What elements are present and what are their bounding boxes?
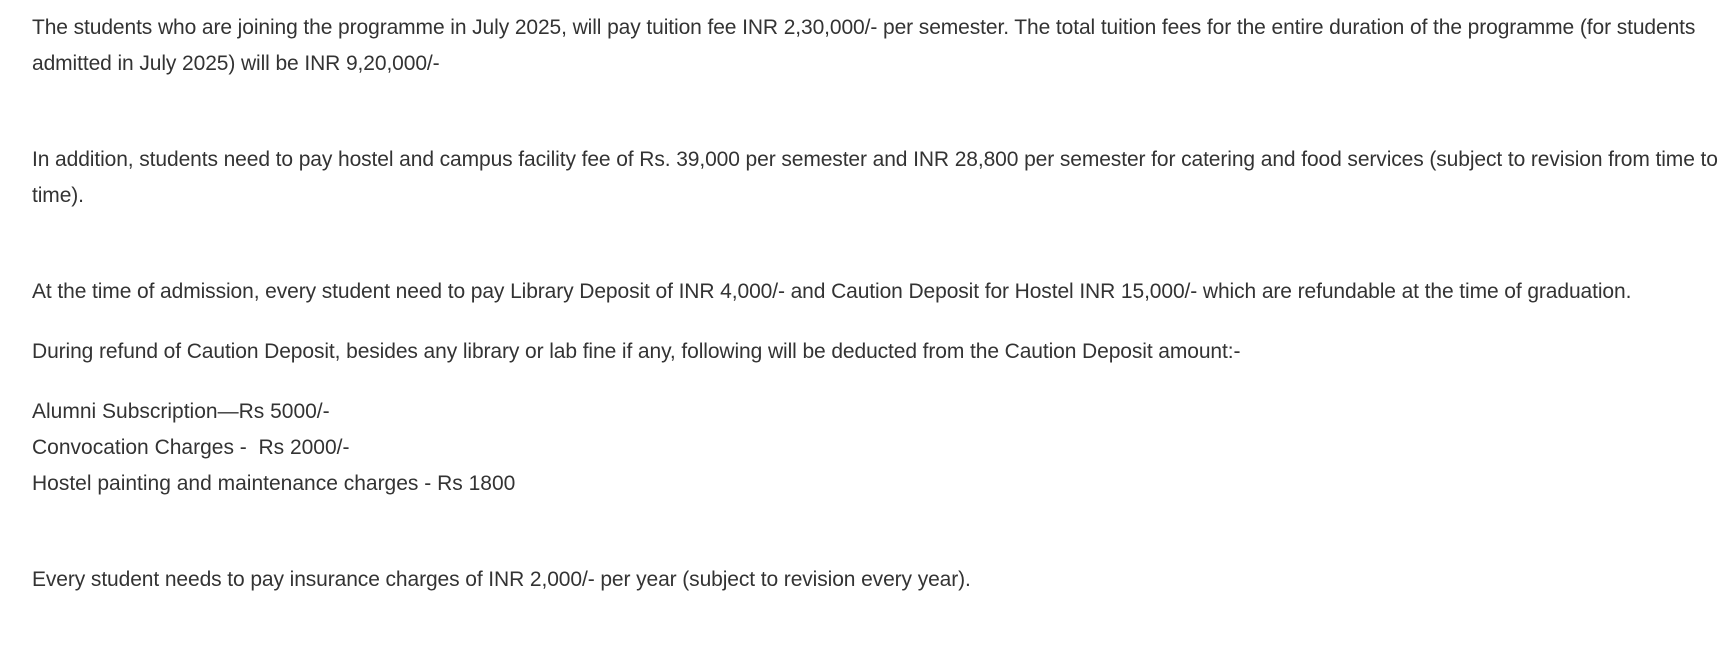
deduction-hostel-maintenance: Hostel painting and maintenance charges - Rs 1800 [32,472,516,495]
deductions-list [32,394,1722,502]
deposits-paragraph: At the time of admission, every student need to pay Library Deposit of INR 4,000/- and Caution Deposit for Hostel INR 15,000/- which are refundable at the time of graduation. [32,280,1632,303]
hostel-food-fee-paragraph: In addition, students need to pay hostel and campus facility fee of Rs. 39,000 per semester and INR 28,800 per semester for catering and food services (subject to revision from time to time). [32,148,1718,207]
tuition-fee-paragraph: The students who are joining the programme in July 2025, will pay tuition fee INR 2,30,000/- per semester. The total tuition fees for the entire duration of the programme (for students admitted in July 2025) will be INR 9,20,000/- [32,16,1696,75]
insurance-paragraph: Every student needs to pay insurance charges of INR 2,000/- per year (subject to revision every year). [32,568,971,591]
deduction-convocation-charges: Convocation Charges - Rs 2000/- [32,436,350,459]
refund-intro-paragraph: During refund of Caution Deposit, besides any library or lab fine if any, following will be deducted from the Caution Deposit amount:- [32,340,1241,363]
fee-information-content [32,10,1722,598]
deduction-alumni-subscription: Alumni Subscription—Rs 5000/- [32,400,330,423]
